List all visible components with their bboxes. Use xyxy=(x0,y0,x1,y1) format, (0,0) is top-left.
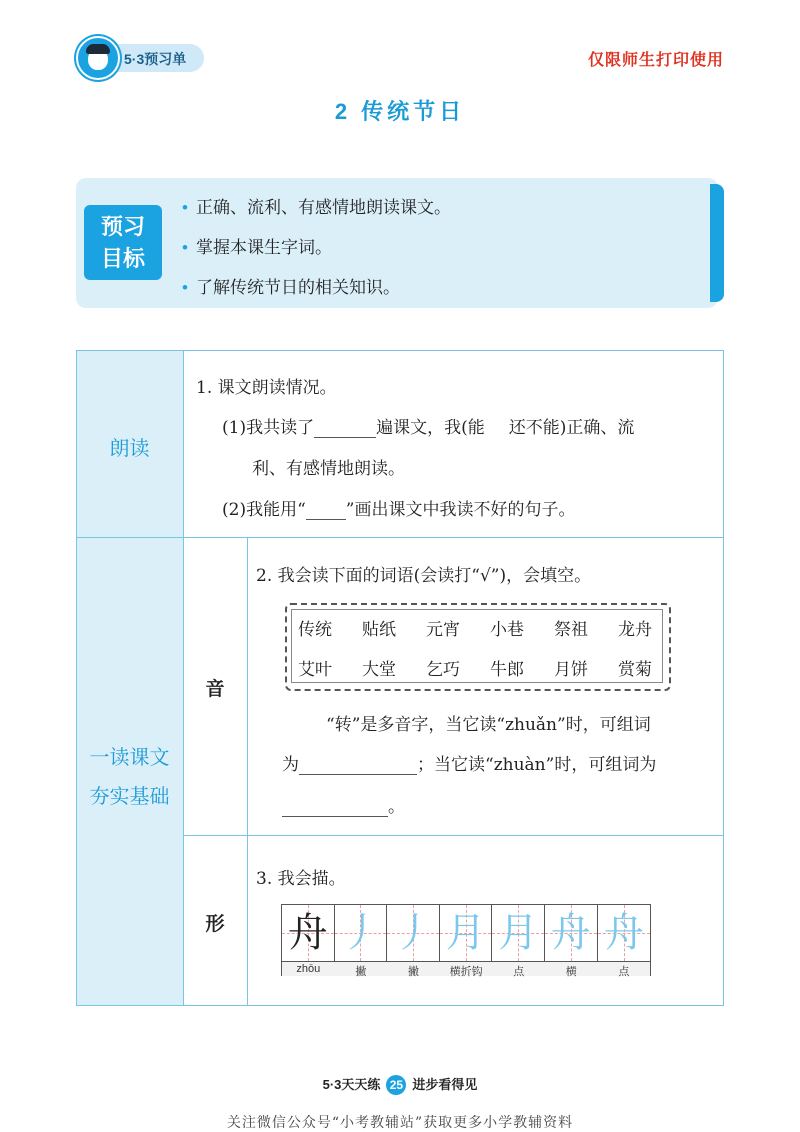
stroke-tracing-grid xyxy=(281,904,651,976)
polyphone-line2: 为 ；当它读“zhuàn”时，可组词为 xyxy=(282,755,657,775)
grid-stroke-name: 横 xyxy=(565,966,577,978)
grid-cell[interactable] xyxy=(282,905,335,961)
polyphone-line3: 。 xyxy=(282,792,405,817)
shape-label: 形 xyxy=(205,914,225,935)
word-item[interactable]: 牛郎 xyxy=(490,660,524,680)
grid-stroke: 丿 xyxy=(340,910,381,956)
bullet-icon: • xyxy=(182,198,188,217)
grid-stroke-name: 横折钩 xyxy=(449,966,483,978)
grid-stroke-name: 撇 xyxy=(355,966,367,978)
grid-stroke: 月 xyxy=(498,910,539,956)
goal-item: • 掌握本课生字词。 xyxy=(182,238,332,258)
word-item[interactable]: 传统 xyxy=(298,620,332,640)
goal-item: • 了解传统节日的相关知识。 xyxy=(182,278,400,298)
word-item[interactable]: 大堂 xyxy=(362,660,396,680)
word-item[interactable]: 元宵 xyxy=(426,620,460,640)
table-divider xyxy=(76,537,724,538)
print-notice: 仅限师生打印使用 xyxy=(587,52,724,69)
bullet-icon: • xyxy=(182,278,188,297)
zhuan3-word-blank[interactable] xyxy=(299,774,417,775)
q1-part-a: (1)我共读了 遍课文，我(能 还不能)正确、流 xyxy=(222,418,635,438)
grid-stroke-name: 点 xyxy=(513,966,525,978)
grid-pinyin: zhōu xyxy=(296,963,321,975)
grid-cell[interactable] xyxy=(440,905,493,961)
basics-label-line2: 夯实基础 xyxy=(89,786,170,808)
word-item[interactable]: 乞巧 xyxy=(426,660,460,680)
series-label: 5·3预习单 xyxy=(124,51,187,67)
q3-title: 3. 我会描。 xyxy=(256,869,346,889)
read-count-blank[interactable] xyxy=(314,437,376,438)
grid-stroke: 舟 xyxy=(550,910,591,956)
goal-item: • 正确、流利、有感情地朗读课文。 xyxy=(182,198,451,218)
table-divider xyxy=(183,835,724,836)
q1-part-b: (2)我能用“ ”画出课文中我读不好的句子。 xyxy=(222,500,576,520)
mark-symbol-blank[interactable] xyxy=(306,519,346,520)
mascot-logo-icon xyxy=(76,36,120,80)
basics-label-line1: 一读课文 xyxy=(89,747,170,769)
goals-badge xyxy=(84,205,162,280)
grid-cell[interactable] xyxy=(492,905,545,961)
word-item[interactable]: 小巷 xyxy=(490,620,524,640)
zhuan4-word-blank[interactable] xyxy=(282,796,388,817)
polyphone-line1: “转”是多音字，当它读“zhuǎn”时，可组词 xyxy=(326,715,651,735)
reading-section-label: 朗读 xyxy=(109,438,150,460)
grid-stroke: 丿 xyxy=(392,910,433,956)
word-item[interactable]: 贴纸 xyxy=(362,620,396,640)
q1-part-a-line2: 利、有感情地朗读。 xyxy=(252,459,405,479)
footer-right: 进步看得见 xyxy=(412,1077,478,1092)
sound-label: 音 xyxy=(205,679,225,700)
table-divider xyxy=(247,537,248,1006)
page-footer xyxy=(0,1074,800,1095)
grid-cell[interactable] xyxy=(335,905,388,961)
word-item[interactable]: 月饼 xyxy=(554,660,588,680)
footer-left: 5·3天天练 xyxy=(322,1077,381,1092)
goals-badge-line1: 预习 xyxy=(100,213,145,239)
word-box-inner xyxy=(291,609,663,683)
word-item[interactable]: 龙舟 xyxy=(618,620,652,640)
grid-cell[interactable] xyxy=(545,905,598,961)
word-item[interactable]: 艾叶 xyxy=(298,660,332,680)
lesson-title: 2 传统节日 xyxy=(334,99,466,124)
q1-title: 1. 课文朗读情况。 xyxy=(196,378,337,398)
grid-stroke-name: 点 xyxy=(618,966,630,978)
word-item[interactable]: 赏菊 xyxy=(618,660,652,680)
q2-title: 2. 我会读下面的词语(会读打“√”)，会填空。 xyxy=(256,566,592,586)
goals-accent-bar xyxy=(710,184,724,302)
word-item[interactable]: 祭祖 xyxy=(554,620,588,640)
grid-stroke-name: 撇 xyxy=(407,966,419,978)
goals-badge-line2: 目标 xyxy=(100,245,145,271)
page-number: 25 xyxy=(386,1075,406,1095)
grid-label-row xyxy=(282,961,650,976)
grid-stroke: 月 xyxy=(445,910,486,956)
promo-text: 关注微信公众号“小考教辅站”获取更多小学教辅资料 xyxy=(226,1115,574,1131)
grid-stroke: 舟 xyxy=(603,910,644,956)
grid-cell[interactable] xyxy=(387,905,440,961)
grid-char: 舟 xyxy=(287,910,328,956)
bullet-icon: • xyxy=(182,238,188,257)
grid-cell[interactable] xyxy=(598,905,651,961)
